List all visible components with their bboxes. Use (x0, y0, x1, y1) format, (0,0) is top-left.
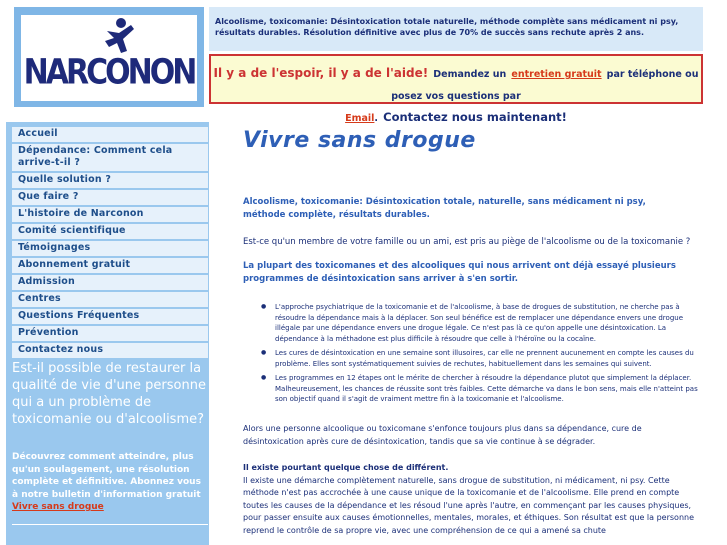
sidebar-item-que-faire[interactable]: Que faire ? (12, 190, 208, 207)
sidebar-item-faq[interactable]: Questions Fréquentes (12, 309, 208, 326)
contact-us-now: Contactez nous maintenant! (383, 110, 567, 124)
intro-text: Alcoolisme, toxicomanie: Désintoxication totale, naturelle, sans médicament ni psy, méthode complète, résultats durables. (243, 197, 646, 220)
sidebar-item-temoignages[interactable]: Témoignages (12, 241, 208, 258)
hope-headline: Il y a de l'espoir, il y a de l'aide! (213, 66, 429, 80)
lead-text: La plupart des toxicomanes et des alcooliques qui nous arrivent ont déjà essayé plusieurs programmes de désintoxication sans arriver à s'en sortir. (243, 261, 676, 284)
sidebar-item-accueil[interactable]: Accueil (12, 127, 208, 144)
header (0, 0, 727, 124)
sidebar-item-admission[interactable]: Admission (12, 275, 208, 292)
hope-text-2: par téléphone ou posez vos questions par (391, 69, 699, 102)
sidebar-promo-text: Découvrez comment atteindre, plus qu'un soulagement, une résolution complète et définitive. Abonnez vous à notre bulletin d'information gratuit (12, 452, 201, 500)
sidebar-item-abonnement[interactable]: Abonnement gratuit (12, 258, 208, 275)
logo-wordmark: NARCONON (23, 52, 195, 93)
paragraph-2-heading: Il existe pourtant quelque chose de différent. (243, 463, 449, 472)
list-item: ● Les cures de désintoxication en une semaine sont illusoires, car elle ne prennent aucunement en compte les causes du problème. Elles sont systématiquement suivies de rechutes, habituellement dans les semaines qui suivent. (261, 348, 703, 369)
sidebar-item-solution[interactable]: Quelle solution ? (12, 173, 208, 190)
list-item: ● Les programmes en 12 étapes ont le mérite de chercher à résoudre la dépendance plutot que simplement la déplacer. Malheureusement, les chances de réussite sont très faibles. Cette démarche va dans le bon sens, mais elle n'atteint pas son objectif quand il s'agit de vraiment mettre fin à la toxicomanie et l'alcoolisme. (261, 373, 703, 405)
free-interview-link[interactable]: entretien gratuit (511, 69, 602, 80)
sidebar-promo (12, 451, 208, 514)
sidebar-item-centres[interactable]: Centres (12, 292, 208, 309)
list-item: ● L'approche psychiatrique de la toxicomanie et de l'alcoolisme, à base de drogues de substitution, ne cherche pas à résoudre la dépendance mais à la déplacer. Son seul bénéfice est de remplacer une dépendance envers une drogue illégale par une dépendance envers une drogue légale. Ce n'est pas là ce qu'on appelle une désintoxication. La dépendance à la méthadone est plus difficile à résoudre que celle à l'héroïne ou la cocaïne. (261, 302, 703, 344)
sidebar-question: Est-il possible de restaurer la qualité de vie d'une personne qui a un problème de toxicomanie ou d'alcoolisme? (12, 361, 206, 427)
paragraph-2 (243, 462, 703, 537)
page-title: Vivre sans drogue (243, 128, 476, 153)
sidebar (6, 122, 209, 545)
approach-list (261, 302, 703, 409)
paragraph-1: Alors une personne alcoolique ou toxicomane s'enfonce toujours plus dans sa dépendance, cure de désintoxication après cure de désintoxication, tandis que sa vie continue à se dégrader. (243, 424, 642, 446)
header-tagline: Alcoolisme, toxicomanie: Désintoxication totale naturelle, méthode complète sans médicament ni psy, résultats durables. Résolution définitive avec plus de 70% de succès sans rechute après 2 ans. (209, 7, 703, 51)
sidebar-menu (12, 127, 208, 360)
logo-frame (14, 7, 204, 107)
contact-banner (209, 54, 703, 124)
question-text: Est-ce qu'un membre de votre famille ou un ami, est pris au piège de l'alcoolisme ou de la toxicomanie ? (243, 237, 691, 247)
sidebar-item-dependance[interactable]: Dépendance: Comment cela arrive-t-il ? (12, 144, 208, 173)
main-content (243, 122, 703, 535)
sidebar-item-prevention[interactable]: Prévention (12, 326, 208, 343)
sidebar-item-histoire[interactable]: L'histoire de Narconon (12, 207, 208, 224)
sidebar-item-comite[interactable]: Comité scientifique (12, 224, 208, 241)
hope-text-3: . (374, 113, 379, 124)
logo[interactable] (21, 15, 197, 101)
hope-text-1: Demandez un (433, 69, 507, 80)
newsletter-link[interactable]: Vivre sans drogue (12, 502, 104, 512)
paragraph-2-text: Il existe une démarche complètement naturelle, sans drogue de substitution, ni médicament, ni psy. Cette méthode n'est pas accrochée à une cause unique de la toxicomanie et de l'alcoolisme. Elle prend en compte toutes les causes de la dépendance et les résoud l'une après l'autre, en commençant par les causes physiques, pour passer ensuite aux causes émotionnelles, mentales, morales, et éthiques. Son résultat est que la personne reprend le contrôle de sa propre vie, avec une compréhension de ce qui a amené sa chute (243, 475, 695, 535)
sidebar-divider (12, 524, 208, 525)
sidebar-item-contact[interactable]: Contactez nous (12, 343, 208, 360)
email-link[interactable]: Email (345, 113, 375, 124)
